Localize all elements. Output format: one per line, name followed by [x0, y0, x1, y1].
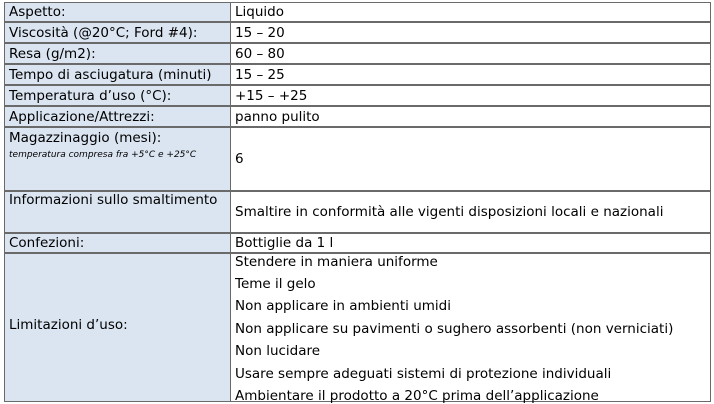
table-row — [4, 43, 711, 64]
table-row — [4, 2, 711, 22]
cell-text: Limitazioni d’uso: — [9, 317, 128, 333]
row-value — [231, 233, 711, 253]
cell-text: 6 — [235, 151, 244, 167]
row-value — [231, 106, 711, 127]
cell-text: Smaltire in conformità alle vigenti disposizioni locali e nazionali — [235, 204, 664, 220]
list-item: Teme il gelo — [235, 276, 316, 292]
row-value — [231, 64, 711, 85]
table-row — [4, 85, 711, 106]
table-row — [4, 106, 711, 127]
cell-text: Tempo di asciugatura (minuti) — [9, 67, 212, 83]
row-label — [4, 233, 231, 253]
row-label — [4, 106, 231, 127]
cell-text: Viscosità (@20°C; Ford #4): — [9, 25, 198, 41]
table-row — [4, 127, 711, 191]
row-value — [231, 43, 711, 64]
table-row — [4, 233, 711, 253]
row-value-list — [231, 253, 711, 402]
row-value — [231, 127, 711, 191]
row-value — [231, 85, 711, 106]
cell-text: Aspetto: — [9, 4, 66, 20]
cell-text: Bottiglie da 1 l — [235, 235, 334, 251]
cell-text: 60 – 80 — [235, 46, 285, 62]
cell-text: +15 – +25 — [235, 88, 308, 104]
row-label — [4, 127, 231, 191]
row-label — [4, 64, 231, 85]
cell-text: Liquido — [235, 4, 284, 20]
cell-text: Resa (g/m2): — [9, 46, 96, 62]
table-row — [4, 191, 711, 233]
row-note: temperatura compresa fra +5°C e +25°C — [9, 150, 197, 160]
cell-text: Magazzinaggio (mesi): — [9, 130, 162, 146]
list-item: Non lucidare — [235, 343, 321, 359]
list-item: Non applicare in ambienti umidi — [235, 298, 451, 314]
row-value — [231, 191, 711, 233]
row-label — [4, 22, 231, 43]
row-label — [4, 191, 231, 233]
row-label — [4, 85, 231, 106]
list-item: Usare sempre adeguati sistemi di protezione individuali — [235, 366, 612, 382]
row-value — [231, 22, 711, 43]
cell-text: 15 – 20 — [235, 25, 285, 41]
cell-text: Informazioni sullo smaltimento — [9, 192, 218, 208]
list-item: Non applicare su pavimenti o sughero assorbenti (non verniciati) — [235, 321, 674, 337]
list-item: Ambientare il prodotto a 20°C prima dell’applicazione — [235, 388, 599, 404]
cell-text: panno pulito — [235, 109, 320, 125]
row-label — [4, 43, 231, 64]
row-value — [231, 2, 711, 22]
product-spec-table — [4, 2, 711, 402]
list-item: Stendere in maniera uniforme — [235, 254, 438, 270]
row-label — [4, 2, 231, 22]
table-row — [4, 64, 711, 85]
table-row — [4, 22, 711, 43]
cell-text: 15 – 25 — [235, 67, 285, 83]
cell-text: Confezioni: — [9, 235, 85, 251]
cell-text: Applicazione/Attrezzi: — [9, 109, 155, 125]
cell-text: Temperatura d’uso (°C): — [9, 88, 172, 104]
table-row — [4, 253, 711, 402]
row-label — [4, 253, 231, 402]
